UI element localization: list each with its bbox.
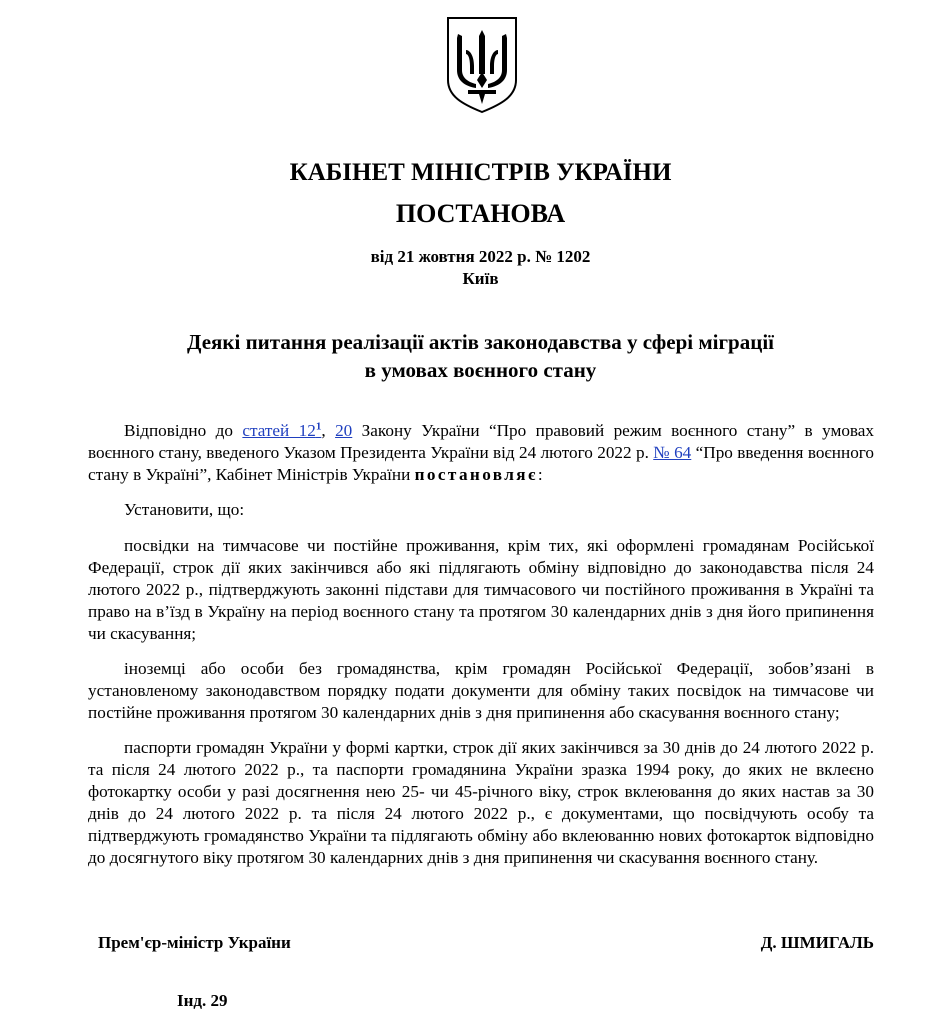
preamble-text-5: : [537,465,543,484]
link-article-20[interactable]: 20 [335,421,353,440]
preamble-paragraph [88,420,874,486]
document-city: Київ [462,269,499,288]
preamble-text-1: Відповідно до [124,421,243,440]
article-superscript: 1 [315,420,322,433]
preamble-text-3: Закону України “Про правовий режим воєнного стану” в умовах воєнного стану, введеного Указом Президента України від 24 лютого 2022 р. [88,421,875,462]
foreigners-paragraph: іноземці або особи без громадянства, крім громадян Російської Федерації, зобов’язані в установленому законодавством порядку подати документи для обміну таких посвідок на тимчасове чи постійне проживання протягом 30 календарних днів з дня припинення або скасування воєнного стану; [88,659,874,722]
signature-name: Д. ШМИГАЛЬ [760,933,874,952]
link-decree-64[interactable]: № 64 [653,443,692,462]
resolves-word: постановляє [414,465,538,484]
document-title-line-2: в умовах воєнного стану [364,358,597,382]
link-article-12-1[interactable] [242,421,321,440]
preamble-text-4: “Про введення воєнного стану в Україні”, Кабінет Міністрів України [88,443,875,484]
document-index: Інд. 29 [177,991,228,1010]
document-body [88,420,874,882]
preamble-text-2: , [321,421,336,440]
document-title-line-1: Деякі питання реалізації актів законодавства у сфері міграції [187,330,774,354]
organization-title: КАБІНЕТ МІНІСТРІВ УКРАЇНИ [289,159,672,186]
link-article-12-1-label: статей 12 [242,421,316,440]
establish-paragraph: Установити, що: [124,500,245,519]
document-type: ПОСТАНОВА [395,199,566,228]
coat-of-arms-icon [446,16,518,114]
document-title [0,328,951,384]
signature-position: Прем'єр-міністр України [98,933,291,952]
document-date-number: від 21 жовтня 2022 р. № 1202 [370,247,591,266]
residence-permits-paragraph: посвідки на тимчасове чи постійне проживання, крім тих, які оформлені громадянам Російської Федерації, строк дії яких закінчився або які підлягають обміну відповідно до законодавства після 24 лютого 2022 р., підтверджують законні підстави для тимчасового чи постійного проживання в Україні та право на в’їзд в Україну на період воєнного стану та протягом 30 календарних днів з дня його припинення чи скасування; [88,536,874,643]
passports-paragraph: паспорти громадян України у формі картки, строк дії яких закінчився за 30 днів до 24 лютого 2022 р. та після 24 лютого 2022 р., та паспорти громадянина України зразка 1994 року, до яких не вклеєно фотокартку особи у разі досягнення нею 25- чи 45-річного віку, строк вклеювання до яких настав за 30 днів до 24 лютого 2022 р. та після 24 лютого 2022 р., є документами, що посвідчують особу та підтверджують громадянство України та підлягають обміну або вклеюванню нових фотокарток відповідно до досягнутого віку протягом 30 календарних днів з дня припинення чи скасування воєнного стану. [88,738,874,867]
